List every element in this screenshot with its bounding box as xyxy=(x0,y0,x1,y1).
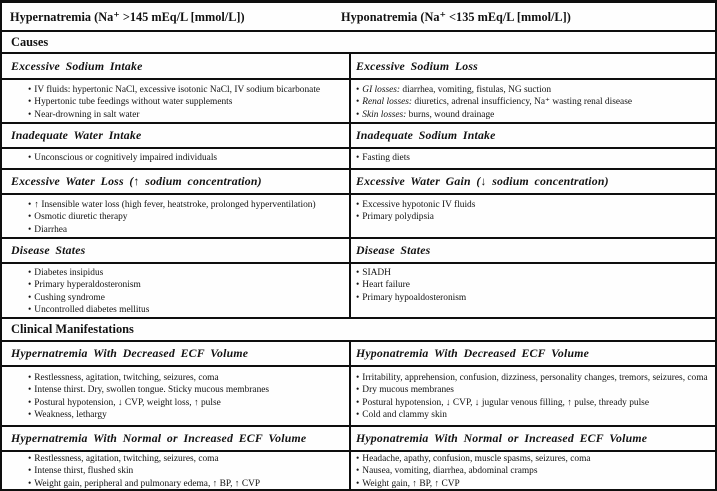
bullet-icon: • xyxy=(28,280,32,291)
table-header-row xyxy=(2,3,715,32)
bullet-list xyxy=(349,195,715,237)
bullet-icon: • xyxy=(28,153,32,163)
bullet-icon: • xyxy=(356,109,360,120)
list-item: • Intense thirst. Dry, swollen tongue. Sticky mucous membranes xyxy=(28,385,270,396)
bullet-icon: • xyxy=(356,385,360,396)
bullet-list xyxy=(2,80,349,122)
bullet-icon: • xyxy=(28,212,32,223)
bullet-icon: • xyxy=(356,466,360,477)
list-item: • Renal losses: diuretics, adrenal insufficiency, Na⁺ wasting renal disease xyxy=(356,97,633,108)
category-title: Hyponatremia With Normal or Increased ECF Volume xyxy=(349,427,715,450)
list-item: • IV fluids: hypertonic NaCl, excessive isotonic NaCl, IV sodium bicarbonate xyxy=(28,85,321,95)
bullet-icon: • xyxy=(28,454,32,464)
list-item: • Weight gain, ↑ BP, ↑ CVP xyxy=(356,478,460,489)
list-item: • Diarrhea xyxy=(28,224,68,235)
list-item: • Weight gain, peripheral and pulmonary edema, ↑ BP, ↑ CVP xyxy=(28,478,261,489)
category-title: Hypernatremia With Normal or Increased ECF Volume xyxy=(11,431,307,445)
causes-row3-bullets xyxy=(2,195,715,239)
bullet-icon: • xyxy=(28,305,32,316)
bullet-icon: • xyxy=(356,200,360,210)
list-item: • Uncontrolled diabetes mellitus xyxy=(28,305,150,316)
list-item: • Primary polydipsia xyxy=(356,212,434,223)
bullet-icon: • xyxy=(356,478,360,489)
hyponatremia-column-header: Hyponatremia (Na⁺ <135 mEq/L [mmol/L]) xyxy=(341,9,571,24)
list-item: • Unconscious or cognitively impaired individuals xyxy=(28,153,218,163)
category-title: Disease States xyxy=(349,239,715,262)
bullet-icon: • xyxy=(28,410,32,421)
causes-row2-bullets xyxy=(2,149,715,170)
category-title: Excessive Water Loss (↑ sodium concentration) xyxy=(11,174,262,188)
causes-section-header: Causes xyxy=(2,32,715,54)
list-item: • Weakness, lethargy xyxy=(28,410,107,421)
bullet-icon: • xyxy=(28,385,32,396)
bullet-list xyxy=(2,195,349,237)
list-item: • Cushing syndrome xyxy=(28,292,105,303)
causes-row4-bullets xyxy=(2,264,715,319)
list-item: • Primary hyperaldosteronism xyxy=(28,280,141,291)
bullet-icon: • xyxy=(356,373,360,383)
list-item: • Postural hypotension, ↓ CVP, ↓ jugular venous filling, ↑ pulse, thready pulse xyxy=(356,397,649,408)
list-item: • Irritability, apprehension, confusion, dizziness, personality changes, tremors, seizures, coma xyxy=(356,373,708,383)
causes-row2-titles xyxy=(2,124,715,149)
list-item: • GI losses: diarrhea, vomiting, fistulas, NG suction xyxy=(356,85,552,95)
bullet-icon: • xyxy=(356,212,360,223)
category-title: Inadequate Water Intake xyxy=(11,128,142,142)
bullet-icon: • xyxy=(28,109,32,120)
list-item: • Hypertonic tube feedings without water supplements xyxy=(28,97,233,108)
category-title: Hypernatremia With Decreased ECF Volume xyxy=(11,346,249,360)
bullet-icon: • xyxy=(356,410,360,421)
bullet-icon: • xyxy=(356,397,360,408)
causes-row1-bullets xyxy=(2,80,715,124)
bullet-icon: • xyxy=(28,200,32,210)
list-item: • Dry mucous membranes xyxy=(356,385,454,396)
clinical-manifestations-section-header: Clinical Manifestations xyxy=(2,319,715,342)
list-item: • Fasting diets xyxy=(356,153,410,163)
bullet-icon: • xyxy=(356,280,360,291)
bullet-list xyxy=(2,452,349,489)
category-title: Inadequate Sodium Intake xyxy=(349,124,715,147)
bullet-icon: • xyxy=(28,373,32,383)
bullet-icon: • xyxy=(28,85,32,95)
clinical-row1-bullets xyxy=(2,367,715,427)
list-item: • Excessive hypotonic IV fluids xyxy=(356,200,476,210)
bullet-icon: • xyxy=(28,466,32,477)
list-item: • Osmotic diuretic therapy xyxy=(28,212,128,223)
bullet-list xyxy=(2,367,349,425)
bullet-icon: • xyxy=(28,268,32,278)
list-item: • Skin losses: burns, wound drainage xyxy=(356,109,495,120)
bullet-list xyxy=(2,149,349,168)
bullet-icon: • xyxy=(28,292,32,303)
bullet-list xyxy=(349,452,715,489)
list-item: • Heart failure xyxy=(356,280,410,291)
list-item: • Near-drowning in salt water xyxy=(28,109,140,120)
bullet-icon: • xyxy=(356,85,360,95)
bullet-icon: • xyxy=(356,292,360,303)
bullet-list xyxy=(349,264,715,317)
category-title: Hyponatremia With Decreased ECF Volume xyxy=(349,342,715,365)
category-title: Excessive Sodium Loss xyxy=(349,54,715,78)
bullet-icon: • xyxy=(356,97,360,108)
bullet-list xyxy=(349,149,715,168)
list-item: • Intense thirst, flushed skin xyxy=(28,466,134,477)
bullet-icon: • xyxy=(28,397,32,408)
bullet-list xyxy=(349,80,715,122)
list-item: • Restlessness, agitation, twitching, seizures, coma xyxy=(28,454,219,464)
category-title: Excessive Sodium Intake xyxy=(11,58,143,73)
list-item: • Nausea, vomiting, diarrhea, abdominal cramps xyxy=(356,466,538,477)
list-item: • SIADH xyxy=(356,268,391,278)
bullet-list xyxy=(349,367,715,425)
bullet-icon: • xyxy=(356,454,360,464)
bullet-list xyxy=(2,264,349,317)
clinical-row2-titles xyxy=(2,427,715,452)
bullet-icon: • xyxy=(356,268,360,278)
causes-row1-titles xyxy=(2,54,715,80)
category-title: Excessive Water Gain (↓ sodium concentration) xyxy=(349,170,715,193)
category-title: Disease States xyxy=(11,243,86,257)
causes-row3-titles xyxy=(2,170,715,195)
list-item: • Primary hypoaldosteronism xyxy=(356,292,467,303)
clinical-row2-bullets xyxy=(2,452,715,489)
list-item: • Cold and clammy skin xyxy=(356,410,447,421)
list-item: • Diabetes insipidus xyxy=(28,268,104,278)
list-item: • ↑ Insensible water loss (high fever, heatstroke, prolonged hyperventilation) xyxy=(28,200,316,210)
list-item: • Postural hypotension, ↓ CVP, weight loss, ↑ pulse xyxy=(28,397,221,408)
clinical-row1-titles xyxy=(2,342,715,367)
list-item: • Restlessness, agitation, twitching, seizures, coma xyxy=(28,373,219,383)
bullet-icon: • xyxy=(28,478,32,489)
bullet-icon: • xyxy=(28,97,32,108)
list-item: • Headache, apathy, confusion, muscle spasms, seizures, coma xyxy=(356,454,591,464)
bullet-icon: • xyxy=(28,224,32,235)
bullet-icon: • xyxy=(356,153,360,163)
hypernatremia-column-header: Hypernatremia (Na⁺ >145 mEq/L [mmol/L]) xyxy=(10,9,245,24)
causes-row4-titles xyxy=(2,239,715,264)
